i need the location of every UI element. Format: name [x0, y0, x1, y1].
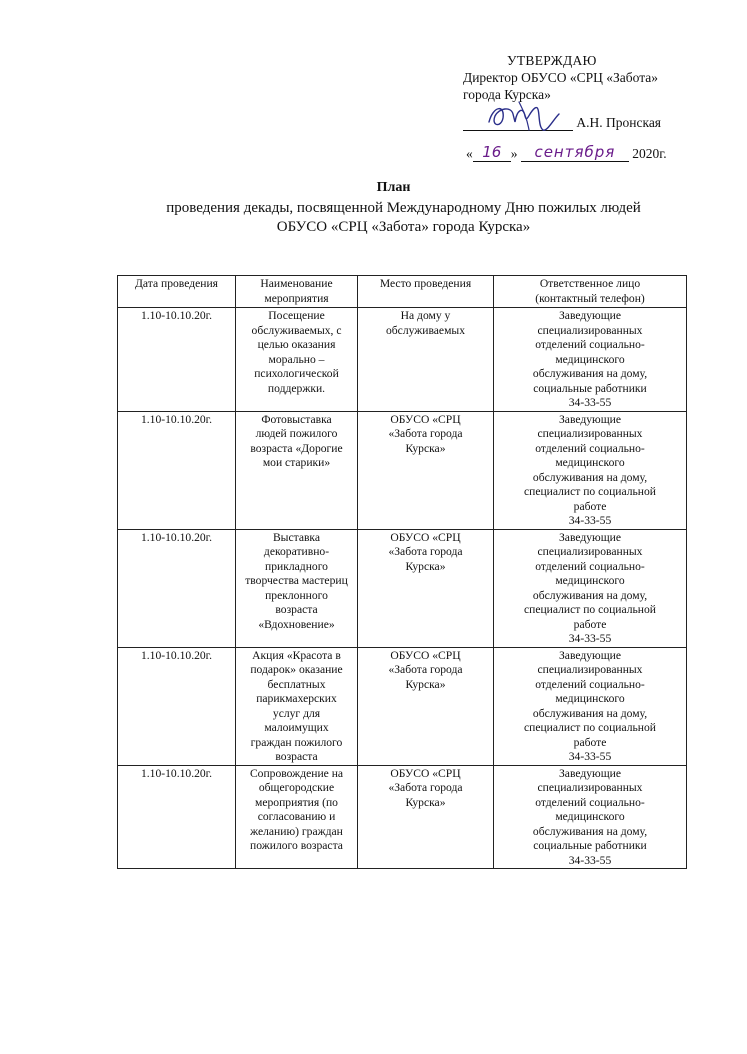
- cell-date: 1.10-10.10.20г.: [118, 647, 236, 765]
- table-header-row: [118, 276, 687, 308]
- cell-event: Выставка декоративно- прикладного творчества мастериц преклонного возраста «Вдохновение»: [236, 529, 358, 647]
- cell-responsible: Заведующие специализированных отделений социально- медицинского обслуживания на дому, социальные работники 34-33-55: [494, 308, 687, 412]
- table-row: [118, 411, 687, 529]
- table-row: [118, 308, 687, 412]
- cell-place: ОБУСО «СРЦ «Забота города Курска»: [358, 529, 494, 647]
- cell-date: 1.10-10.10.20г.: [118, 529, 236, 647]
- date-month: сентября: [521, 145, 629, 162]
- subtitle-line-2: ОБУСО «СРЦ «Забота» города Курска»: [276, 219, 531, 235]
- header-place: Место проведения: [358, 276, 494, 308]
- cell-place: ОБУСО «СРЦ «Забота города Курска»: [358, 647, 494, 765]
- cell-responsible: Заведующие специализированных отделений социально- медицинского обслуживания на дому, специалист по социальной работе 34-33-55: [494, 647, 687, 765]
- signature-row: [463, 115, 661, 131]
- table-row: [118, 765, 687, 869]
- approval-block: [463, 52, 658, 103]
- cell-date: 1.10-10.10.20г.: [118, 411, 236, 529]
- document-title: План: [376, 180, 411, 195]
- subtitle-line-1: проведения декады, посвященной Международному Дню пожилых людей: [166, 200, 641, 216]
- cell-event: Сопровождение на общегородские мероприятия (по согласованию и желанию) граждан пожилого возраста: [236, 765, 358, 869]
- cell-event: Акция «Красота в подарок» оказание бесплатных парикмахерских услуг для малоимущих граждан пожилого возраста: [236, 647, 358, 765]
- approval-position-line2: города Курска»: [463, 87, 551, 102]
- cell-date: 1.10-10.10.20г.: [118, 308, 236, 412]
- cell-date: 1.10-10.10.20г.: [118, 765, 236, 869]
- cell-responsible: Заведующие специализированных отделений социально- медицинского обслуживания на дому, специалист по социальной работе 34-33-55: [494, 529, 687, 647]
- events-table: [117, 275, 687, 869]
- cell-place: ОБУСО «СРЦ «Забота города Курска»: [358, 765, 494, 869]
- date-close-quote: »: [510, 146, 518, 161]
- cell-event: Посещение обслуживаемых, с целью оказания морально – психологической поддержки.: [236, 308, 358, 412]
- signature-icon: [483, 100, 563, 134]
- header-date: Дата проведения: [118, 276, 236, 308]
- cell-place: ОБУСО «СРЦ «Забота города Курска»: [358, 411, 494, 529]
- cell-event: Фотовыставка людей пожилого возраста «Дорогие мои старики»: [236, 411, 358, 529]
- cell-place: На дому у обслуживаемых: [358, 308, 494, 412]
- cell-responsible: Заведующие специализированных отделений социально- медицинского обслуживания на дому, социальные работники 34-33-55: [494, 765, 687, 869]
- cell-responsible: Заведующие специализированных отделений социально- медицинского обслуживания на дому, специалист по социальной работе 34-33-55: [494, 411, 687, 529]
- document-subtitle: [0, 199, 747, 237]
- table-row: [118, 529, 687, 647]
- approval-date: [466, 145, 667, 162]
- date-day: 16: [473, 145, 511, 162]
- date-open-quote: «: [466, 146, 473, 161]
- date-year: 2020г.: [632, 146, 667, 161]
- signature-name: А.Н. Пронская: [576, 115, 662, 130]
- table-row: [118, 647, 687, 765]
- header-responsible: Ответственное лицо (контактный телефон): [494, 276, 687, 308]
- approval-heading: УТВЕРЖДАЮ: [507, 53, 597, 68]
- header-event: Наименование мероприятия: [236, 276, 358, 308]
- signature-line: [463, 116, 573, 131]
- approval-position-line1: Директор ОБУСО «СРЦ «Забота»: [463, 70, 659, 85]
